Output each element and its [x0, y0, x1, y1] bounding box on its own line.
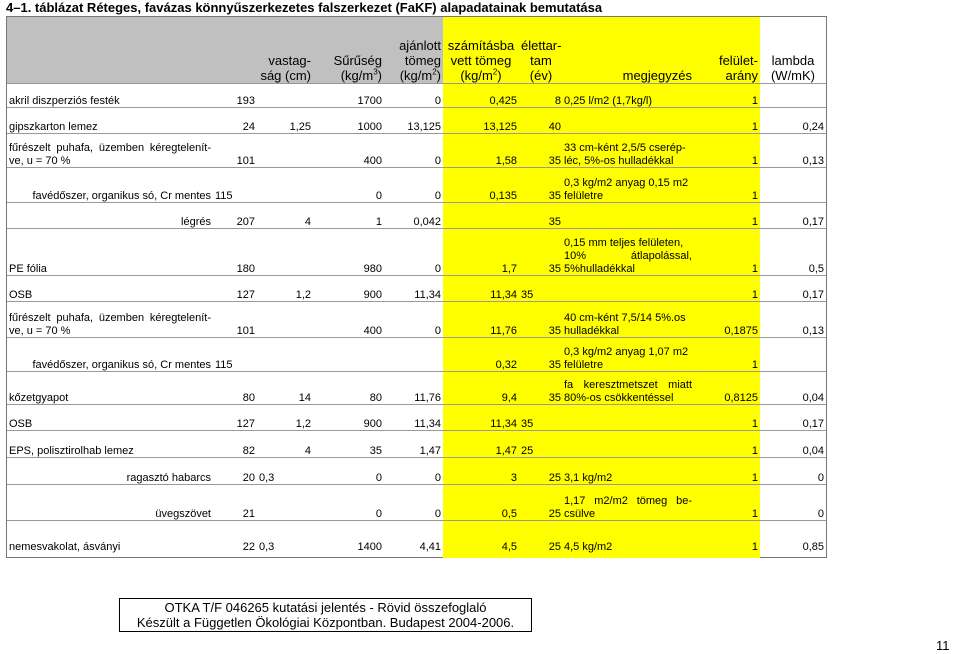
table-row: fűrészelt puhafa, üzemben kéregtelenít- ve, u = 70 % 101 400 0 11,76 35 40 cm-ként 7,5/14 5%.os hulladékkal 0,1875 0,13 [7, 301, 826, 338]
header-material [7, 17, 213, 83]
table-row: favédőszer, organikus só, Cr mentes 115 0 0 0,135 35 0,3 kg/m2 anyag 0,15 m2 felületre 1 [7, 167, 826, 203]
table-title: 4–1. táblázat Réteges, favázas könnyűszerkezetes falszerkezet (FaKF) alapadatainak bemutatása [6, 0, 603, 15]
header-recommended-mass: ajánlott tömeg $(kg/m^2)$ [384, 17, 443, 83]
header-density: Sűrűség $(kg/m^3)$ [313, 17, 384, 83]
header-thickness: vastag- ság (cm) [213, 17, 313, 83]
header-note: megjegyzés [563, 17, 694, 83]
footer-line-2: Készült a Független Ökológiai Központban. Budapest 2004-2006. [136, 615, 515, 630]
table-row: fűrészelt puhafa, üzemben kéregtelenít- ve, u = 70 % 101 400 0 1,58 35 33 cm-ként 2,5/5 cserép- léc, 5%-os hulladékkal 1 0,13 [7, 133, 826, 168]
header-area-ratio: felület- arány [694, 17, 760, 83]
table-row: kőzetgyapot 80 14 80 11,76 9,4 35 fa keresztmetszet miatt 80%-os csökkentéssel 0,8125 0,04 [7, 371, 826, 405]
table-row: nemesvakolat, ásványi 22 0,3 1400 4,41 4,5 25 4,5 kg/m2 1 0,85 [7, 520, 826, 558]
table-row: PE fólia 180 980 0 1,7 35 0,15 mm teljes felületen, 10% átlapolással, 5%hulladékkal 1 0,5 [7, 228, 826, 276]
table-row: OSB 127 1,2 900 11,34 11,34 35 1 0,17 [7, 404, 826, 431]
header-lambda: lambda (W/mK) [770, 53, 816, 83]
table-row: gipszkarton lemez 24 1,25 1000 13,125 13,125 40 1 0,24 [7, 107, 826, 134]
table-row: favédőszer, organikus só, Cr mentes 115 0,32 35 0,3 kg/m2 anyag 1,07 m2 felületre 1 [7, 337, 826, 372]
table-header-row [7, 17, 826, 83]
table-row: OSB 127 1,2 900 11,34 11,34 35 1 0,17 [7, 275, 826, 302]
table-row: EPS, polisztirolhab lemez 82 4 35 1,47 1,47 25 1 0,04 [7, 430, 826, 458]
page-number: 11 [936, 638, 950, 653]
data-table [6, 16, 827, 558]
header-lifetime: élettar- tam (év) [519, 17, 563, 83]
footer-line-1: OTKA T/F 046265 kutatási jelentés - Rövid összefoglaló [164, 600, 487, 615]
table-row: ragasztó habarcs 20 0,3 0 0 3 25 3,1 kg/m2 1 0 [7, 457, 826, 485]
table-row: akril diszperziós festék 193 1700 0 0,425 8 0,25 l/m2 (1,7kg/l) 1 [7, 83, 826, 108]
header-calculated-mass: számításba vett tömeg $(kg/m^2)$ [443, 17, 519, 83]
footer-note [119, 598, 532, 632]
table-row: légrés 207 4 1 0,042 35 1 0,17 [7, 202, 826, 229]
table-row: üvegszövet 21 0 0 0,5 25 1,17 m2/m2 tömeg be- csülve 1 0 [7, 484, 826, 521]
